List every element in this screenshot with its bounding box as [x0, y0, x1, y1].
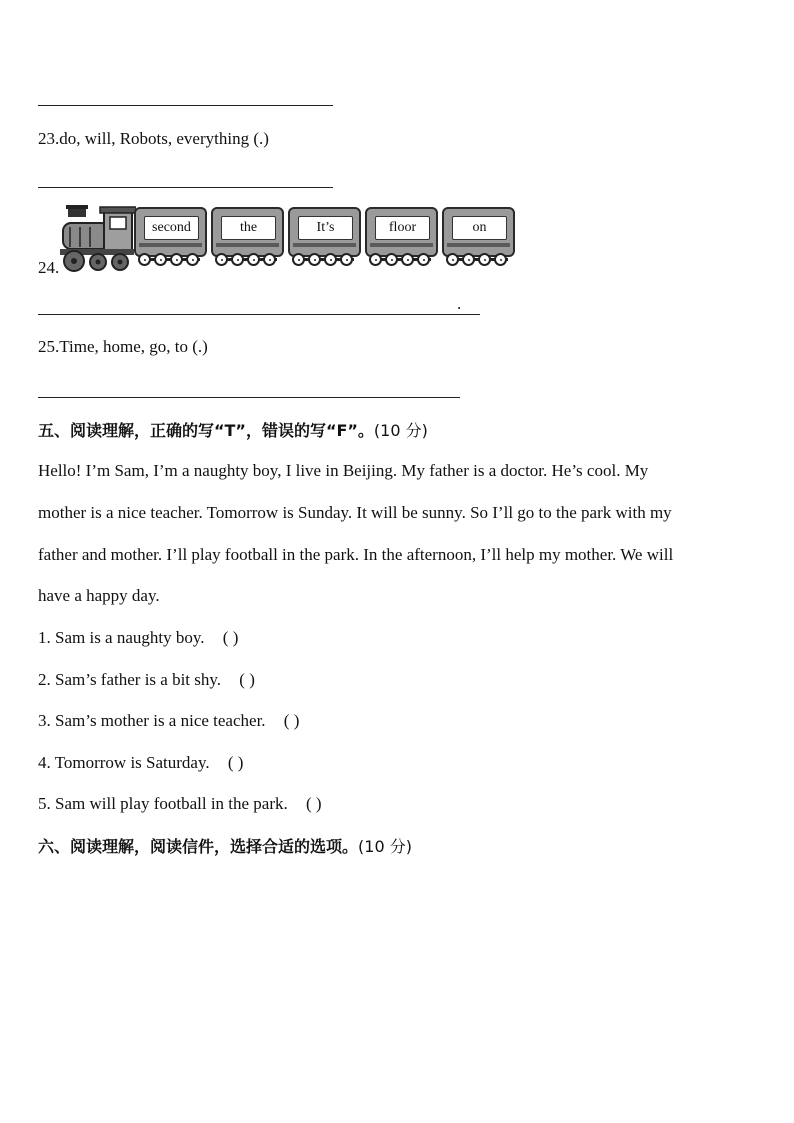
wheel-icon	[170, 253, 183, 266]
answer-line-23[interactable]	[38, 187, 333, 188]
answer-blank[interactable]: ( )	[306, 794, 322, 813]
train-car-word: It’s	[298, 216, 353, 240]
train-car-1[interactable]	[134, 207, 207, 257]
passage-line: father and mother. I’ll play football in the park. In the afternoon, I’ll help my mother. We will	[38, 545, 674, 564]
wheel-icon	[324, 253, 337, 266]
answer-blank[interactable]: ( )	[227, 753, 244, 772]
wheel-icon	[231, 253, 244, 266]
tf-question-5	[38, 792, 322, 816]
wheel-icon	[154, 253, 167, 266]
tf-question-text: 4. Tomorrow is Saturday.	[38, 753, 210, 772]
section-5-title: 五、阅读理解，正确的写“T”，错误的写“F”。	[38, 421, 374, 440]
train-car-word: second	[144, 216, 199, 240]
section-6-title: 六、阅读理解，阅读信件，选择合适的选项。	[38, 837, 359, 856]
question-24-number: 24.	[38, 258, 60, 277]
question-23: 23.do, will, Robots, everything (.)	[38, 129, 269, 148]
wheel-icon	[186, 253, 199, 266]
train-car-4[interactable]	[365, 207, 438, 257]
question-25: 25.Time, home, go, to (.)	[38, 337, 208, 356]
train-car-word: on	[452, 216, 507, 240]
wheel-icon	[369, 253, 382, 266]
wheel-icon	[263, 253, 276, 266]
passage-line: Hello! I’m Sam, I’m a naughty boy, I live in Beijing. My father is a doctor. He’s cool. My	[38, 461, 649, 480]
answer-line-25[interactable]	[38, 397, 460, 398]
answer-line-24[interactable]	[38, 314, 480, 315]
answer-end-period: .	[457, 294, 462, 313]
section-5-points: (10 分)	[373, 421, 428, 440]
section-6-points: (10 分)	[358, 837, 412, 856]
tf-question-text: 3. Sam’s mother is a nice teacher.	[38, 711, 266, 730]
passage-line: mother is a nice teacher. Tomorrow is Sunday. It will be sunny. So I’ll go to the park with my	[38, 503, 672, 522]
train-car-3[interactable]	[288, 207, 361, 257]
passage-line: have a happy day.	[38, 586, 160, 605]
wheel-icon	[494, 253, 507, 266]
wheel-icon	[462, 253, 475, 266]
answer-blank[interactable]: ( )	[222, 628, 239, 647]
wheel-icon	[247, 253, 260, 266]
train-picture	[60, 205, 520, 273]
train-car-5[interactable]	[442, 207, 515, 257]
wheel-icon	[138, 253, 151, 266]
locomotive-icon	[60, 205, 136, 273]
wheel-icon	[385, 253, 398, 266]
wheel-icon	[401, 253, 414, 266]
answer-line-22[interactable]	[38, 105, 333, 106]
tf-question-3	[38, 709, 299, 733]
tf-question-1	[38, 626, 238, 650]
answer-blank[interactable]: ( )	[239, 670, 255, 689]
wheel-icon	[308, 253, 321, 266]
tf-question-2	[38, 668, 255, 692]
section-5-heading	[38, 418, 428, 441]
train-car-word: floor	[375, 216, 430, 240]
tf-question-text: 2. Sam’s father is a bit shy.	[38, 670, 222, 689]
tf-question-text: 1. Sam is a naughty boy.	[38, 628, 205, 647]
section-6-heading	[38, 834, 412, 857]
tf-question-text: 5. Sam will play football in the park.	[38, 794, 288, 813]
wheel-icon	[478, 253, 491, 266]
wheel-icon	[417, 253, 430, 266]
wheel-icon	[215, 253, 228, 266]
wheel-icon	[446, 253, 459, 266]
train-car-word: the	[221, 216, 276, 240]
train-car-2[interactable]	[211, 207, 284, 257]
wheel-icon	[292, 253, 305, 266]
tf-question-4	[38, 751, 243, 775]
wheel-icon	[340, 253, 353, 266]
answer-blank[interactable]: ( )	[283, 711, 300, 730]
